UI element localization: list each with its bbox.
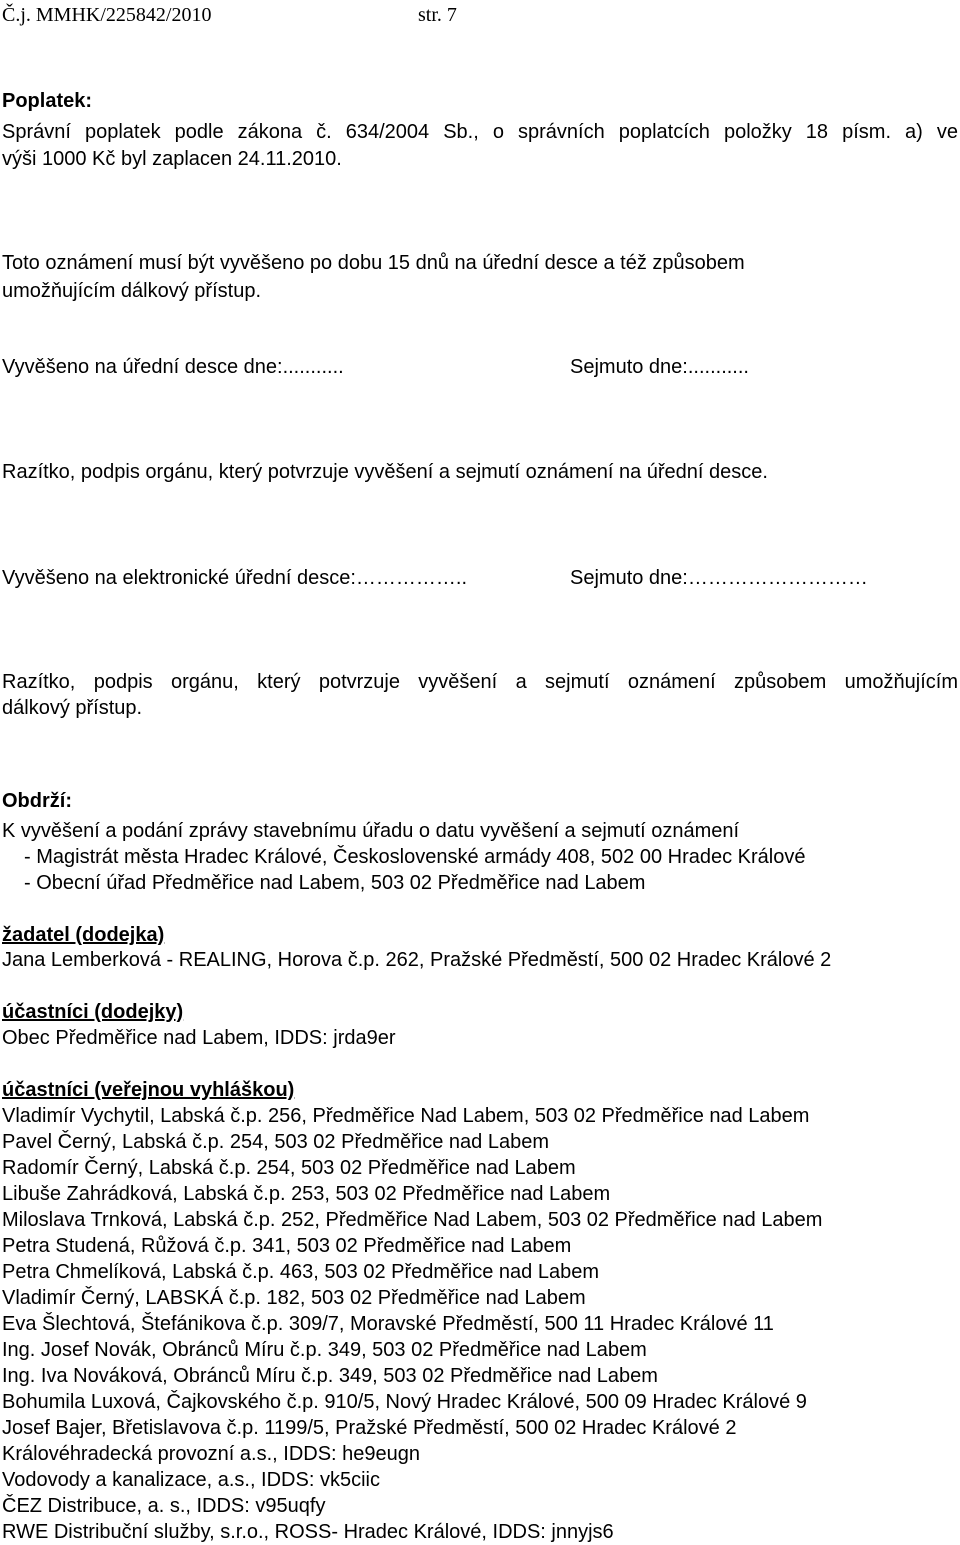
recipients-intro: K vyvěšení a podání zprávy stavebnímu úřadu o datu vyvěšení a sejmutí oznámení — [2, 820, 740, 842]
list-item: Ing. Josef Novák, Obránců Míru č.p. 349, 503 02 Předměřice nad Labem — [2, 1339, 647, 1361]
list-item: Libuše Zahrádková, Labská č.p. 253, 503 02 Předměřice nad Labem — [2, 1183, 611, 1205]
public-participants-heading: účastníci (veřejnou vyhláškou) — [2, 1079, 295, 1101]
electronic-board-posted: Vyvěšeno na elektronické úřední desce:…………….. — [2, 567, 468, 589]
list-item: RWE Distribuční služby, s.r.o., ROSS- Hradec Králové, IDDS: jnnyjs6 — [2, 1521, 614, 1543]
fee-text-line-2: výši 1000 Kč byl zaplacen 24.11.2010. — [2, 148, 342, 170]
notice-line-2: umožňujícím dálkový přístup. — [2, 280, 261, 302]
page-number: str. 7 — [418, 4, 457, 26]
recipient-office: - Magistrát města Hradec Králové, Československé armády 408, 502 00 Hradec Králové — [24, 846, 806, 868]
list-item: Josef Bajer, Břetislavova č.p. 1199/5, Pražské Předměstí, 500 02 Hradec Králové 2 — [2, 1417, 737, 1439]
electronic-board-removed: Sejmuto dne:……………………… — [570, 567, 868, 589]
notice-line-1: Toto oznámení musí být vyvěšeno po dobu 15 dnů na úřední desce a též způsobem — [2, 252, 745, 274]
page-header — [2, 3, 457, 27]
list-item: Petra Studená, Růžová č.p. 341, 503 02 Předměřice nad Labem — [2, 1235, 572, 1257]
official-board-stamp: Razítko, podpis orgánu, který potvrzuje vyvěšení a sejmutí oznámení na úřední desce. — [2, 461, 768, 483]
official-board-posted: Vyvěšeno na úřední desce dne:........... — [2, 356, 344, 378]
list-item: Petra Chmelíková, Labská č.p. 463, 503 02 Předměřice nad Labem — [2, 1261, 600, 1283]
list-item: ČEZ Distribuce, a. s., IDDS: v95uqfy — [2, 1495, 326, 1517]
participants: Obec Předměřice nad Labem, IDDS: jrda9er — [2, 1027, 396, 1049]
electronic-board-stamp-line-2: dálkový přístup. — [2, 697, 143, 719]
list-item: Vodovody a kanalizace, a.s., IDDS: vk5ciic — [2, 1469, 380, 1491]
applicant-heading: žadatel (dodejka) — [2, 924, 165, 946]
recipients-heading: Obdrží: — [2, 790, 72, 812]
list-item: Vladimír Vychytil, Labská č.p. 256, Předměřice Nad Labem, 503 02 Předměřice nad Labem — [2, 1105, 810, 1127]
recipient-office: - Obecní úřad Předměřice nad Labem, 503 02 Předměřice nad Labem — [24, 872, 646, 894]
electronic-board-stamp-line-1: Razítko, podpis orgánu, který potvrzuje vyvěšení a sejmutí oznámení způsobem umožňujícím — [2, 671, 958, 693]
list-item: Eva Šlechtová, Štefánikova č.p. 309/7, Moravské Předměstí, 500 11 Hradec Králové 11 — [2, 1313, 774, 1335]
list-item: Pavel Černý, Labská č.p. 254, 503 02 Předměřice nad Labem — [2, 1131, 549, 1153]
list-item: Královéhradecká provozní a.s., IDDS: he9eugn — [2, 1443, 421, 1465]
reference-number: Č.j. MMHK/225842/2010 — [2, 4, 212, 26]
public-participants-list — [2, 1103, 822, 1545]
list-item: Vladimír Černý, LABSKÁ č.p. 182, 503 02 Předměřice nad Labem — [2, 1287, 586, 1309]
list-item: Bohumila Luxová, Čajkovského č.p. 910/5, Nový Hradec Králové, 500 09 Hradec Králové 9 — [2, 1391, 807, 1413]
official-board-removed: Sejmuto dne:........... — [570, 356, 749, 378]
list-item: Radomír Černý, Labská č.p. 254, 503 02 Předměřice nad Labem — [2, 1157, 576, 1179]
participants-heading: účastníci (dodejky) — [2, 1001, 184, 1023]
list-item: Ing. Iva Nováková, Obránců Míru č.p. 349, 503 02 Předměřice nad Labem — [2, 1365, 658, 1387]
fee-text-line-1: Správní poplatek podle zákona č. 634/2004 Sb., o správních poplatcích položky 18 písm. a) ve — [2, 121, 958, 143]
applicant: Jana Lemberková - REALING, Horova č.p. 262, Pražské Předměstí, 500 02 Hradec Králové 2 — [2, 949, 832, 971]
fee-heading: Poplatek: — [2, 90, 93, 112]
list-item: Miloslava Trnková, Labská č.p. 252, Předměřice Nad Labem, 503 02 Předměřice nad Labem — [2, 1209, 823, 1231]
